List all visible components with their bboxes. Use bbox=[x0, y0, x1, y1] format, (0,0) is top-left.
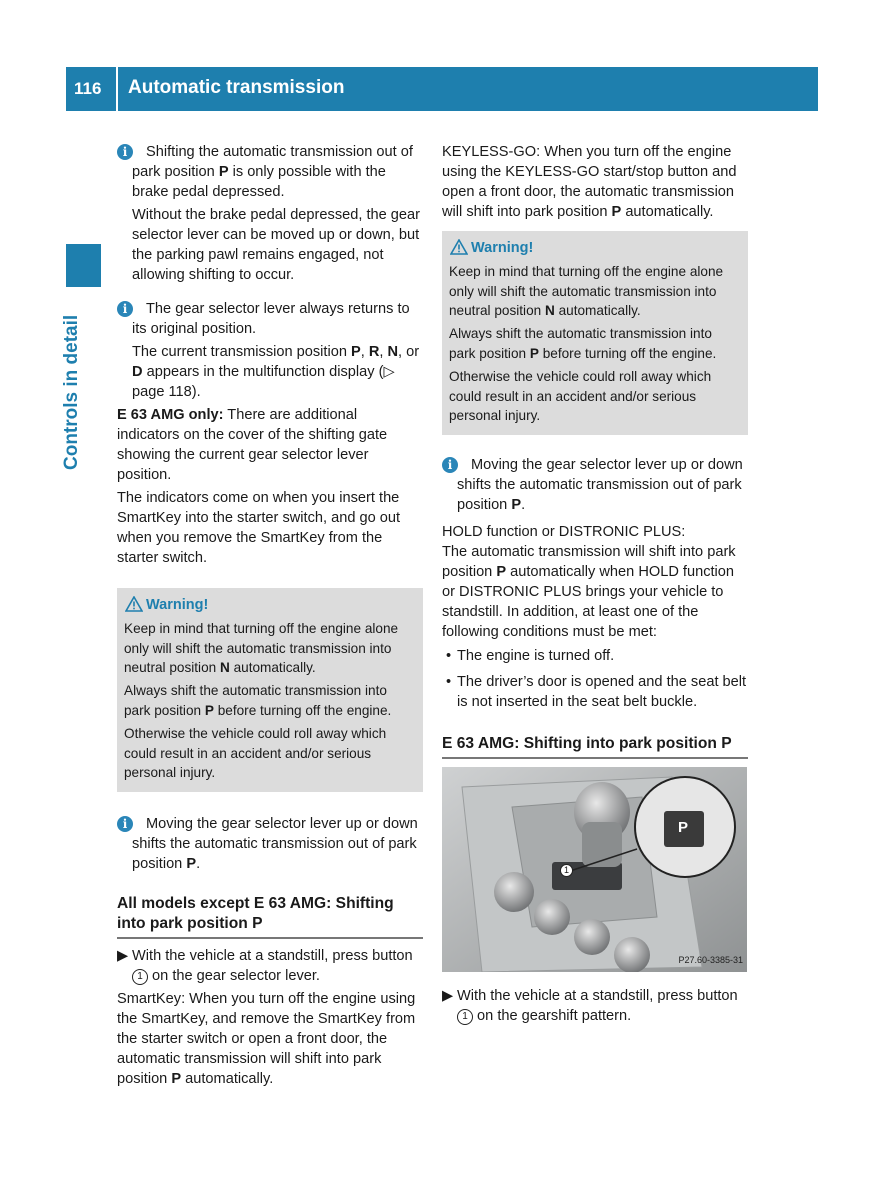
note-text: Moving the gear selector lever up or down shifts the automatic transmission out of park position P. bbox=[457, 457, 743, 514]
warning-text: Otherwise the vehicle could roll away which could result in an accident and/or serious personal injury. bbox=[449, 368, 712, 424]
warning-icon bbox=[450, 239, 468, 262]
info-icon: i bbox=[117, 301, 133, 317]
warning-text: Keep in mind that turning off the engine alone only will shift the automatic transmission into neutral position N automatically. bbox=[449, 263, 724, 319]
section-heading: All models except E 63 AMG: Shifting into park position P bbox=[117, 894, 423, 939]
park-button-label: P bbox=[678, 819, 689, 837]
hold-title: HOLD function or DISTRONIC PLUS: bbox=[442, 524, 686, 541]
right-column bbox=[442, 142, 748, 1026]
warning-title: Warning! bbox=[471, 240, 534, 256]
page-header bbox=[66, 67, 818, 111]
note-text: Without the brake pedal depressed, the gear selector lever can be moved up or down, but the parking pawl remains engaged, not allowing shifting to occur. bbox=[132, 207, 421, 283]
warning-text: Always shift the automatic transmission into park position P before turning off the engine. bbox=[124, 683, 392, 718]
info-icon: i bbox=[117, 144, 133, 160]
callout-number-icon: 1 bbox=[132, 969, 148, 985]
indicators-paragraph: The indicators come on when you insert the SmartKey into the starter switch, and go out when you remove the SmartKey from the starter switch. bbox=[117, 490, 401, 566]
section-heading: E 63 AMG: Shifting into park position P bbox=[442, 734, 748, 759]
header-divider bbox=[116, 67, 118, 111]
warning-box bbox=[117, 588, 423, 792]
list-item: • The driver’s door is opened and the seat belt is not inserted in the seat belt buckle. bbox=[446, 674, 747, 711]
info-icon: i bbox=[117, 816, 133, 832]
step-arrow-icon: ▶ bbox=[117, 948, 129, 965]
callout-number-icon: 1 bbox=[457, 1009, 473, 1025]
image-code: P27.60-3385-31 bbox=[678, 955, 743, 966]
amg-paragraph: E 63 AMG only: There are additional indicators on the cover of the shifting gate showing the current gear selector lever position. bbox=[117, 407, 388, 483]
hold-paragraph: The automatic transmission will shift into park position P automatically when HOLD function or DISTRONIC PLUS brings your vehicle to standstill. In addition, at least one of the following conditions must be met: bbox=[442, 544, 736, 641]
warning-text: Otherwise the vehicle could roll away which could result in an accident and/or serious personal injury. bbox=[124, 725, 387, 781]
keyless-paragraph: KEYLESS-GO: When you turn off the engine using the KEYLESS-GO start/stop button and open a front door, the automatic transmission will shift into park position P automatically. bbox=[442, 144, 737, 220]
step-arrow-icon: ▶ bbox=[442, 988, 454, 1005]
warning-text: Always shift the automatic transmission into park position P before turning off the engine. bbox=[449, 326, 717, 361]
gear-selector-photo bbox=[442, 767, 747, 972]
info-note bbox=[117, 814, 423, 874]
info-note bbox=[117, 142, 423, 285]
warning-title: Warning! bbox=[146, 597, 209, 613]
page-reference-link[interactable]: appears in the multifunction display (▷ page 118). bbox=[132, 364, 395, 400]
warning-icon bbox=[125, 596, 143, 619]
list-item: • The engine is turned off. bbox=[446, 648, 615, 665]
note-text: Moving the gear selector lever up or down shifts the automatic transmission out of park position P. bbox=[132, 816, 418, 873]
note-text: Shifting the automatic transmission out of park position P is only possible with the brake pedal depressed. bbox=[132, 144, 413, 200]
left-column bbox=[117, 142, 423, 1092]
sidebar-section-label: Controls in detail bbox=[61, 314, 82, 470]
page-title: Automatic transmission bbox=[128, 77, 345, 98]
warning-text: Keep in mind that turning off the engine alone only will shift the automatic transmission into neutral position N automatically. bbox=[124, 620, 399, 676]
instruction-step: ▶ With the vehicle at a standstill, press button 1 on the gearshift pattern. bbox=[442, 988, 738, 1025]
info-note bbox=[117, 299, 423, 402]
instruction-step: ▶ With the vehicle at a standstill, press button 1 on the gear selector lever. bbox=[117, 948, 413, 985]
sidebar-marker bbox=[66, 244, 101, 287]
callout-number-icon: 1 bbox=[560, 864, 573, 877]
note-text: The gear selector lever always returns to its original position. bbox=[132, 301, 410, 337]
warning-box bbox=[442, 231, 748, 435]
info-icon: i bbox=[442, 457, 458, 473]
note-text: The current transmission position P, R, N, or D appears in the multifunction display (▷ page 118). bbox=[132, 344, 420, 400]
info-note bbox=[442, 455, 748, 515]
page-number: 116 bbox=[74, 79, 102, 98]
smartkey-paragraph: SmartKey: When you turn off the engine using the SmartKey, and remove the SmartKey from the starter switch or open a front door, the automatic transmission will shift into park position P automatically. bbox=[117, 991, 416, 1088]
